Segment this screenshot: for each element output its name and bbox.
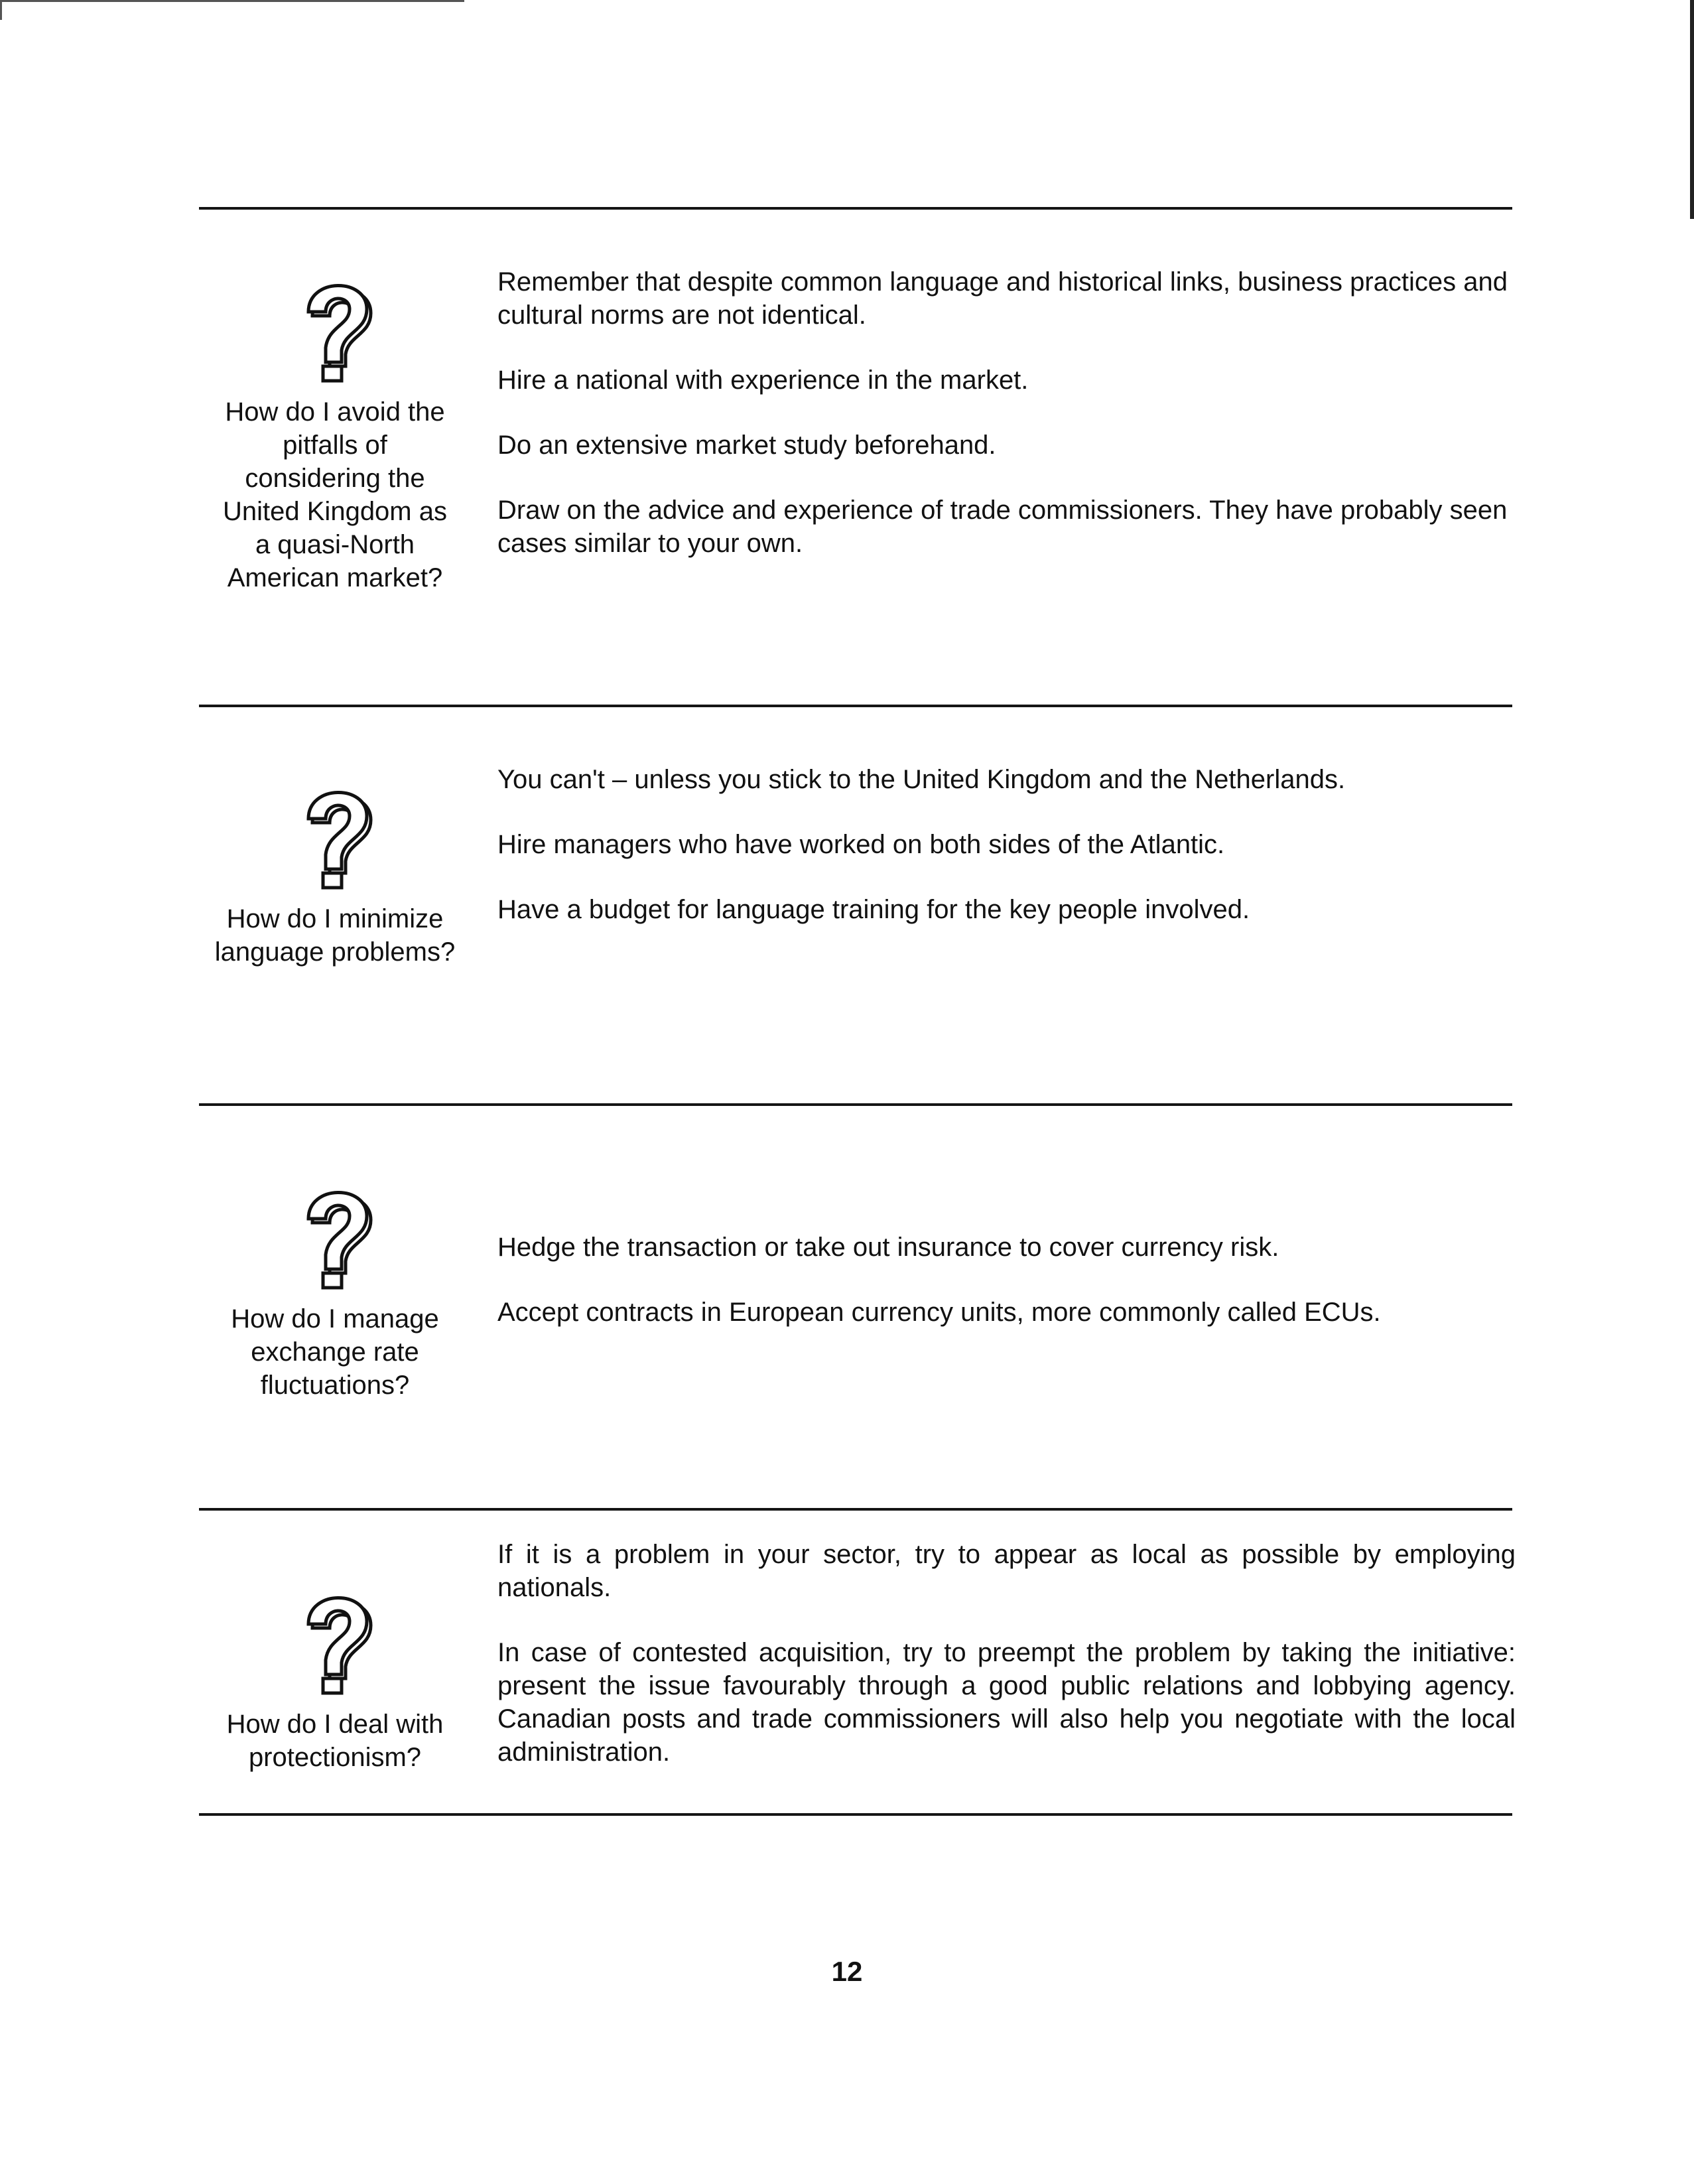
answer-item: Draw on the advice and experience of trade commissioners. They have probably seen cases similar to your own. — [497, 496, 1508, 558]
question-text: How do I avoid the pitfalls of considering the United Kingdom as a quasi-North American market? — [223, 397, 447, 592]
question-mark-icon — [289, 271, 381, 383]
question-block — [199, 271, 471, 594]
question-block — [199, 1178, 471, 1402]
answer-item: Hire managers who have worked on both sides of the Atlantic. — [497, 830, 1225, 859]
scan-edge-right — [1690, 0, 1694, 219]
answer-item: Accept contracts in European currency units, more commonly called ECUs. — [497, 1298, 1381, 1327]
answer-item: In case of contested acquisition, try to preempt the problem by taking the initiative: present the issue favourably through a good public relations and lobbying agency. Canadian posts and trade commissioners will also help you negotiate with the local administration. — [497, 1638, 1516, 1767]
divider-rule — [199, 1813, 1512, 1816]
answer-item: If it is a problem in your sector, try to appear as local as possible by employing nationals. — [497, 1540, 1516, 1602]
divider-rule — [199, 1103, 1512, 1106]
question-mark-icon — [289, 1178, 381, 1290]
question-mark-icon — [289, 1583, 381, 1696]
divider-rule — [199, 207, 1512, 210]
answer-list — [497, 1538, 1516, 1801]
divider-rule — [199, 1508, 1512, 1511]
divider-rule — [199, 705, 1512, 707]
answer-list — [497, 265, 1516, 592]
question-mark-icon — [289, 778, 381, 890]
page-number: 12 — [831, 1956, 863, 1987]
scan-edge-top — [0, 0, 464, 2]
question-block — [199, 1583, 471, 1774]
question-text: How do I deal with protectionism? — [226, 1710, 444, 1772]
answer-item: Hedge the transaction or take out insurance to cover currency risk. — [497, 1233, 1279, 1262]
answer-list — [497, 1231, 1516, 1361]
answer-item: You can't – unless you stick to the United Kingdom and the Netherlands. — [497, 765, 1346, 794]
question-block — [199, 778, 471, 969]
answer-item: Have a budget for language training for the key people involved. — [497, 895, 1250, 924]
answer-item: Do an extensive market study beforehand. — [497, 431, 996, 460]
scan-edge-left — [0, 0, 2, 20]
answer-list — [497, 763, 1516, 958]
question-text: How do I minimize language problems? — [214, 904, 456, 967]
answer-item: Hire a national with experience in the market. — [497, 366, 1029, 395]
question-text: How do I manage exchange rate fluctuations? — [231, 1304, 439, 1400]
answer-item: Remember that despite common language and historical links, business practices and cultural norms are not identical. — [497, 267, 1508, 330]
